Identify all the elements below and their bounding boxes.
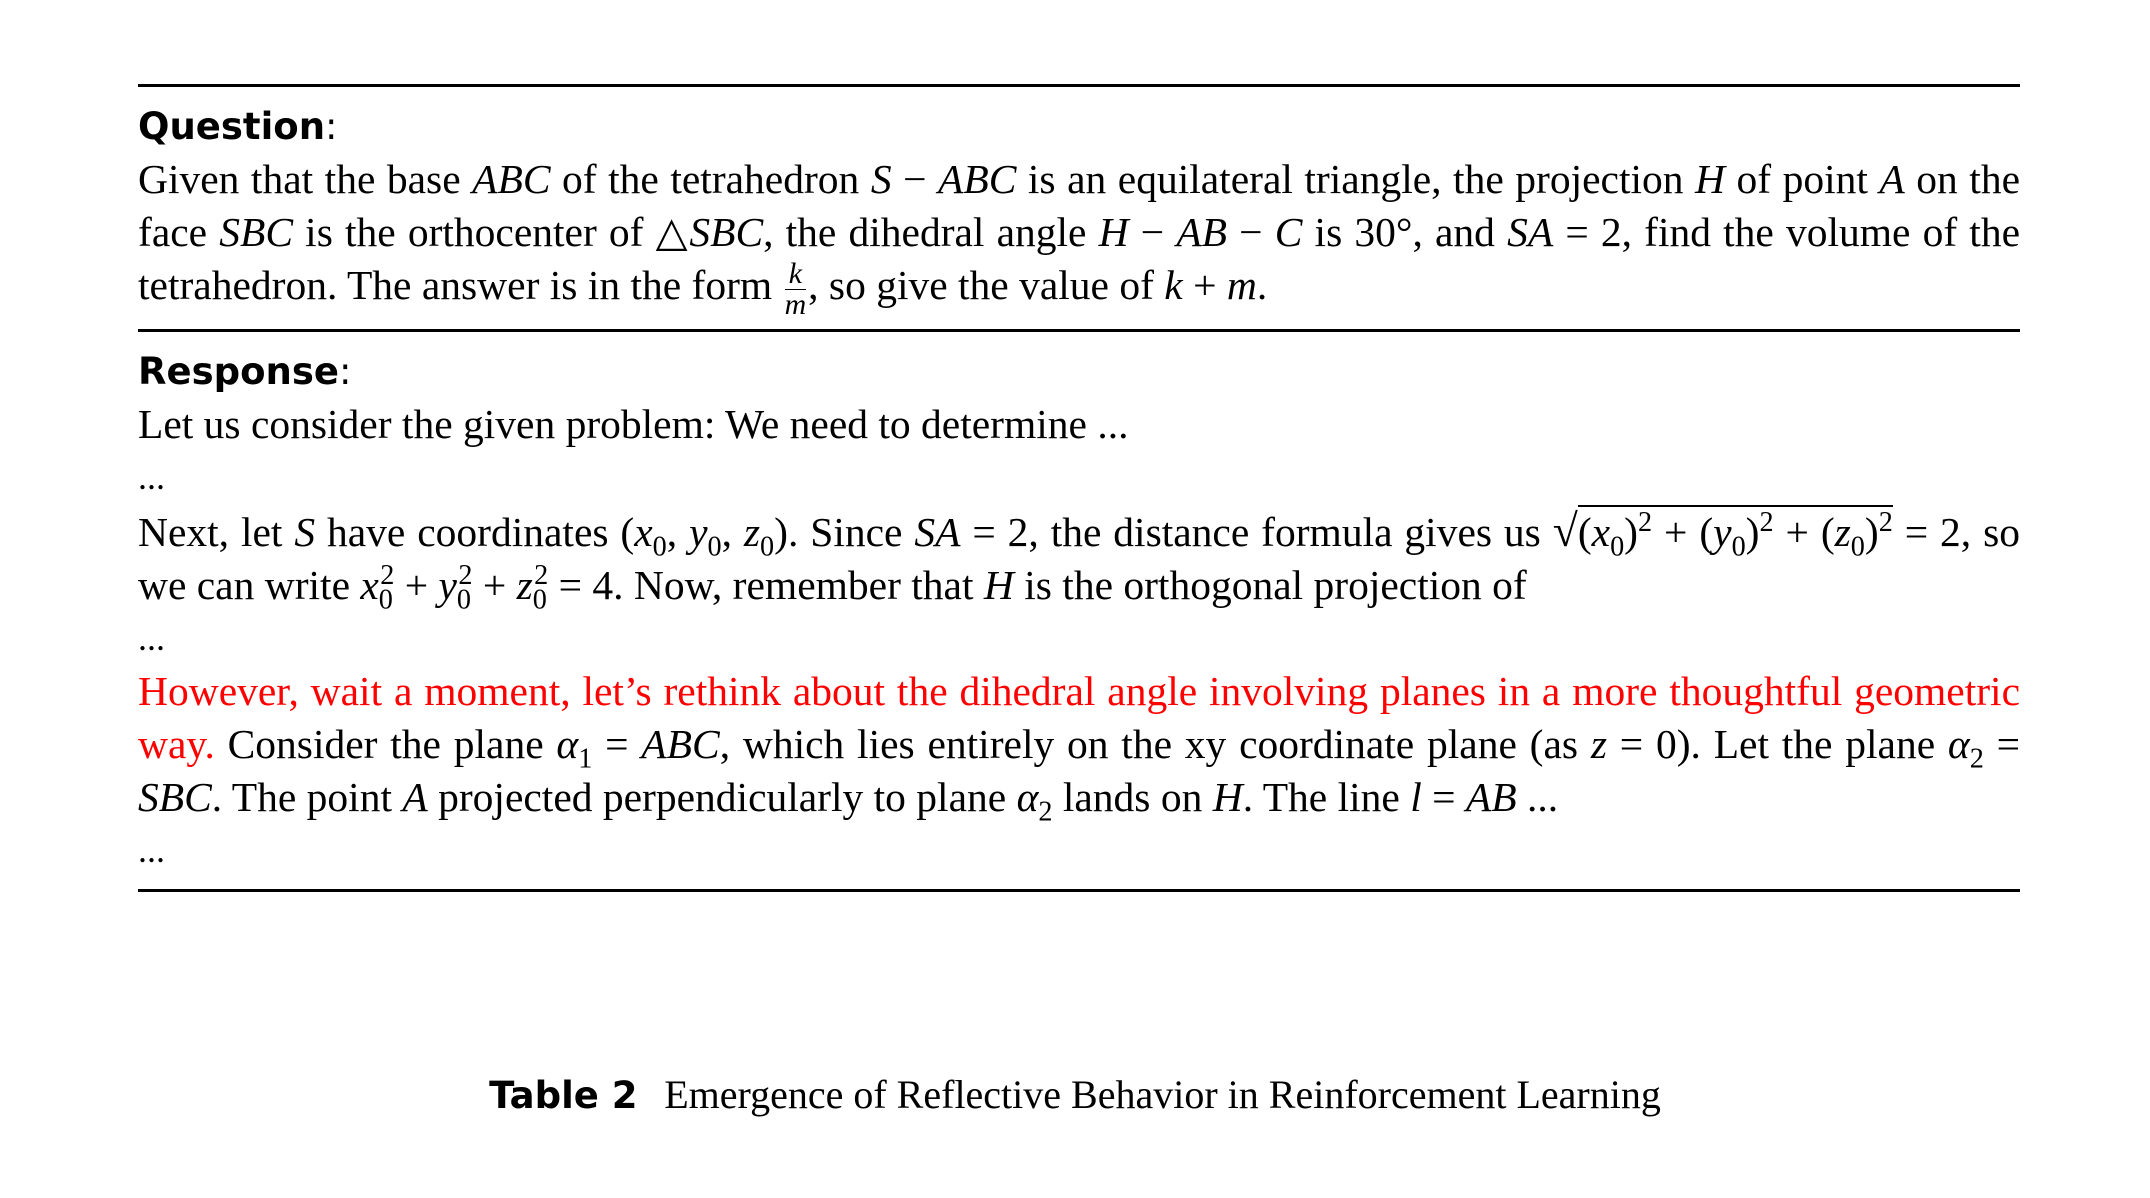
top-rule (138, 84, 2020, 87)
sqrt-radicand: $(x_0)^2 + (y_0)^2 + (z_0)^2$ (1578, 505, 1893, 555)
answer-form-fraction (785, 259, 807, 320)
question-text (138, 153, 2020, 320)
table-caption (0, 1070, 2150, 1121)
fraction-numerator: k (785, 259, 807, 290)
middle-rule (138, 329, 2020, 332)
bottom-rule (138, 889, 2020, 892)
question-text-part1: Given that the base ABC of the tetrahedron S − ABC is an equilateral triangle, the projection H of point A on the face SBC is the orthocenter of △SBC, the dihedral angle H − AB − C is 30°, and SA = 2, find the volume of the tetrahedron. The answer is in the form (138, 156, 2021, 308)
response-paragraph-3-rest: Consider the plane $\alpha_1$ = ABC, which lies entirely on the xy coordinate plane (as z = 0). Let the plane $\alpha_2$ = SBC. The point A projected perpendicularly to plane $\alpha_2$ lands on H. The line l = AB ... (138, 720, 2021, 828)
ellipsis-3: ... (138, 829, 165, 870)
distance-sqrt: $√(x_0)^2 + (y_0)^2 + (z_0)^2$ (1552, 504, 1893, 563)
response-paragraph-2 (138, 504, 2020, 616)
response-label: Response (138, 349, 339, 393)
ellipsis-1: ... (138, 456, 165, 497)
response-paragraph-1: Let us consider the given problem: We need to determine ... (138, 400, 1129, 447)
response-paragraph-2a: Next, let S have coordinates ($x_0$, $y_0$, $z_0$). Since SA = 2, the distance formula gives us (138, 508, 1541, 563)
question-heading: Question: (138, 105, 338, 148)
question-text-part2: , so give the value of k + m. (808, 262, 1268, 308)
question-label: Question (138, 105, 326, 148)
caption-text: Emergence of Reflective Behavior in Reinforcement Learning (664, 1072, 1661, 1117)
response-paragraph-2b: = 2, so we can write $x_0^2 + y_0^2 + z_0^2 = 4$. Now, remember that H is the orthogonal projection of (138, 508, 2020, 616)
example-table (138, 84, 2020, 892)
fraction-denominator: m (784, 287, 807, 321)
reflection-highlight: However, wait a moment, let’s rethink about the dihedral angle involving planes in a more thoughtful geometric way. (138, 667, 2020, 767)
response-heading: Response: (138, 349, 352, 393)
ellipsis-2: ... (138, 617, 165, 658)
response-paragraph-3 (138, 665, 2021, 828)
caption-label: Table 2 (489, 1074, 638, 1117)
